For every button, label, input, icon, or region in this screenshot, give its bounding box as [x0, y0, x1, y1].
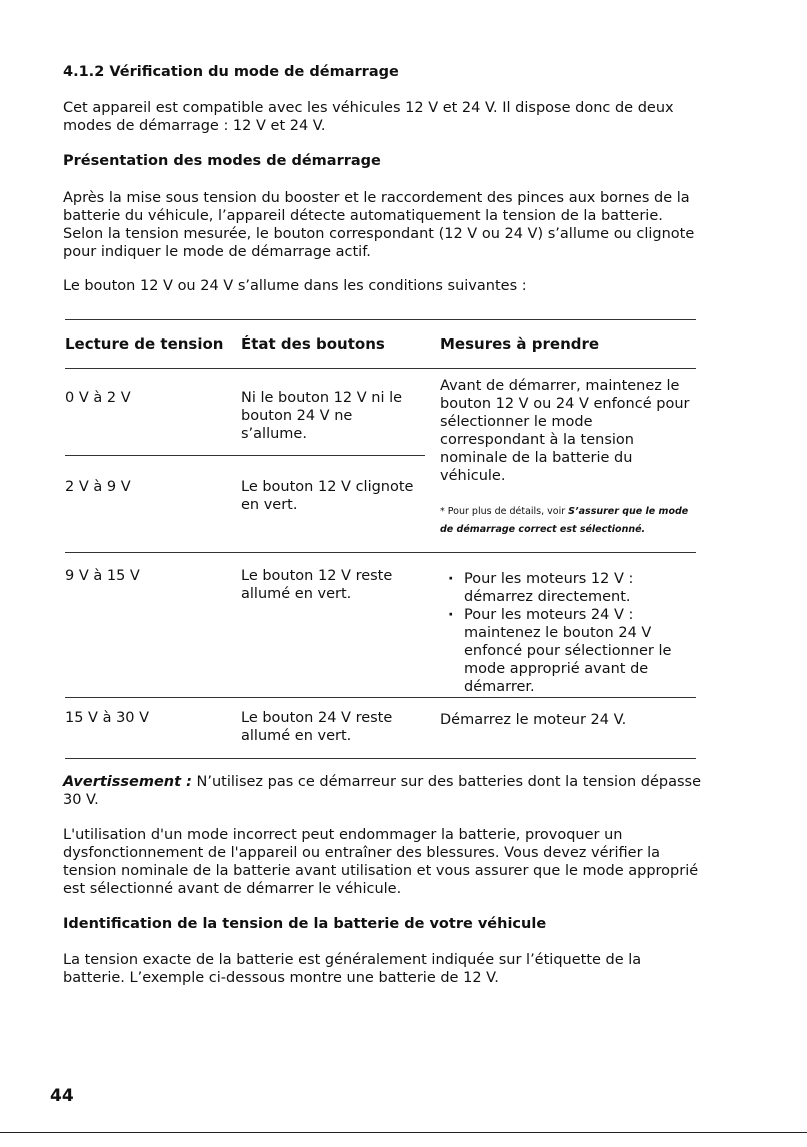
row1-voltage: 0 V à 2 V — [65, 390, 131, 406]
warning-label: Avertissement : — [63, 774, 192, 790]
page-number: 44 — [50, 1086, 74, 1106]
warning-paragraph — [63, 773, 703, 809]
row4-state: Le bouton 24 V reste allumé en vert. — [241, 710, 393, 744]
row4-voltage: 15 V à 30 V — [65, 710, 150, 726]
presentation-heading: Présentation des modes de démarrage — [63, 153, 381, 169]
header-button-state: État des boutons — [241, 335, 385, 353]
row2-voltage: 2 V à 9 V — [65, 479, 131, 495]
row1-state: Ni le bouton 12 V ni le bouton 24 V ne s’allume. — [241, 390, 403, 442]
row4-action: Démarrez le moteur 24 V. — [440, 712, 627, 728]
details-note-link: S’assurer que le mode de démarrage correct est sélectionné. — [440, 506, 689, 535]
details-note — [440, 503, 698, 539]
footer-rule — [0, 1132, 807, 1133]
row3-actions-list — [440, 570, 698, 696]
table-lead-text: Le bouton 12 V ou 24 V s’allume dans les conditions suivantes : — [63, 278, 527, 294]
details-note-prefix: * Pour plus de détails, voir — [440, 506, 569, 517]
row1-rule — [65, 455, 425, 456]
row3-state: Le bouton 12 V reste allumé en vert. — [241, 568, 393, 602]
row2-state: Le bouton 12 V clignote en vert. — [241, 479, 414, 513]
caution-paragraph: L'utilisation d'un mode incorrect peut endommager la batterie, provoquer un dysfonctionnement de l'appareil ou entraîner des blessures. Vous devez vérifier la tension nominale de la batterie avant utilisation et vous assurer que le mode approprié est sélectionné avant de démarrer le véhicule. — [63, 827, 699, 897]
header-voltage: Lecture de tension — [65, 335, 224, 353]
row2-rule — [65, 552, 696, 553]
header-rule — [65, 368, 696, 369]
warning-text: N’utilisez pas ce démarreur sur des batteries dont la tension dépasse 30 V. — [63, 774, 702, 808]
row3-voltage: 9 V à 15 V — [65, 568, 140, 584]
merged-action-text: Avant de démarrer, maintenez le bouton 12 V ou 24 V enfoncé pour sélectionner le mode correspondant à la tension nominale de la batterie du véhicule. — [440, 378, 690, 484]
table-top-rule — [65, 319, 696, 320]
row3-action-12v: · Pour les moteurs 12 V : démarrez directement. — [440, 570, 698, 606]
presentation-paragraph: Après la mise sous tension du booster et le raccordement des pinces aux bornes de la batterie du véhicule, l’appareil détecte automatiquement la tension de la batterie. Selon la tension mesurée, le bouton correspondant (12 V ou 24 V) s’allume ou clignote pour indiquer le mode de démarrage actif. — [63, 190, 695, 260]
section-title: 4.1.2 Vérification du mode de démarrage — [63, 64, 399, 80]
table-bottom-rule — [65, 758, 696, 759]
identification-heading: Identification de la tension de la batterie de votre véhicule — [63, 916, 547, 932]
header-actions: Mesures à prendre — [440, 335, 600, 353]
row3-rule — [65, 697, 696, 698]
intro-paragraph: Cet appareil est compatible avec les véhicules 12 V et 24 V. Il dispose donc de deux modes de démarrage : 12 V et 24 V. — [63, 100, 674, 134]
identification-paragraph: La tension exacte de la batterie est généralement indiquée sur l’étiquette de la batterie. L’exemple ci-dessous montre une batterie de 12 V. — [63, 952, 642, 986]
row3-action-24v: · Pour les moteurs 24 V : maintenez le bouton 24 V enfoncé pour sélectionner le mode approprié avant de démarrer. — [440, 606, 698, 696]
